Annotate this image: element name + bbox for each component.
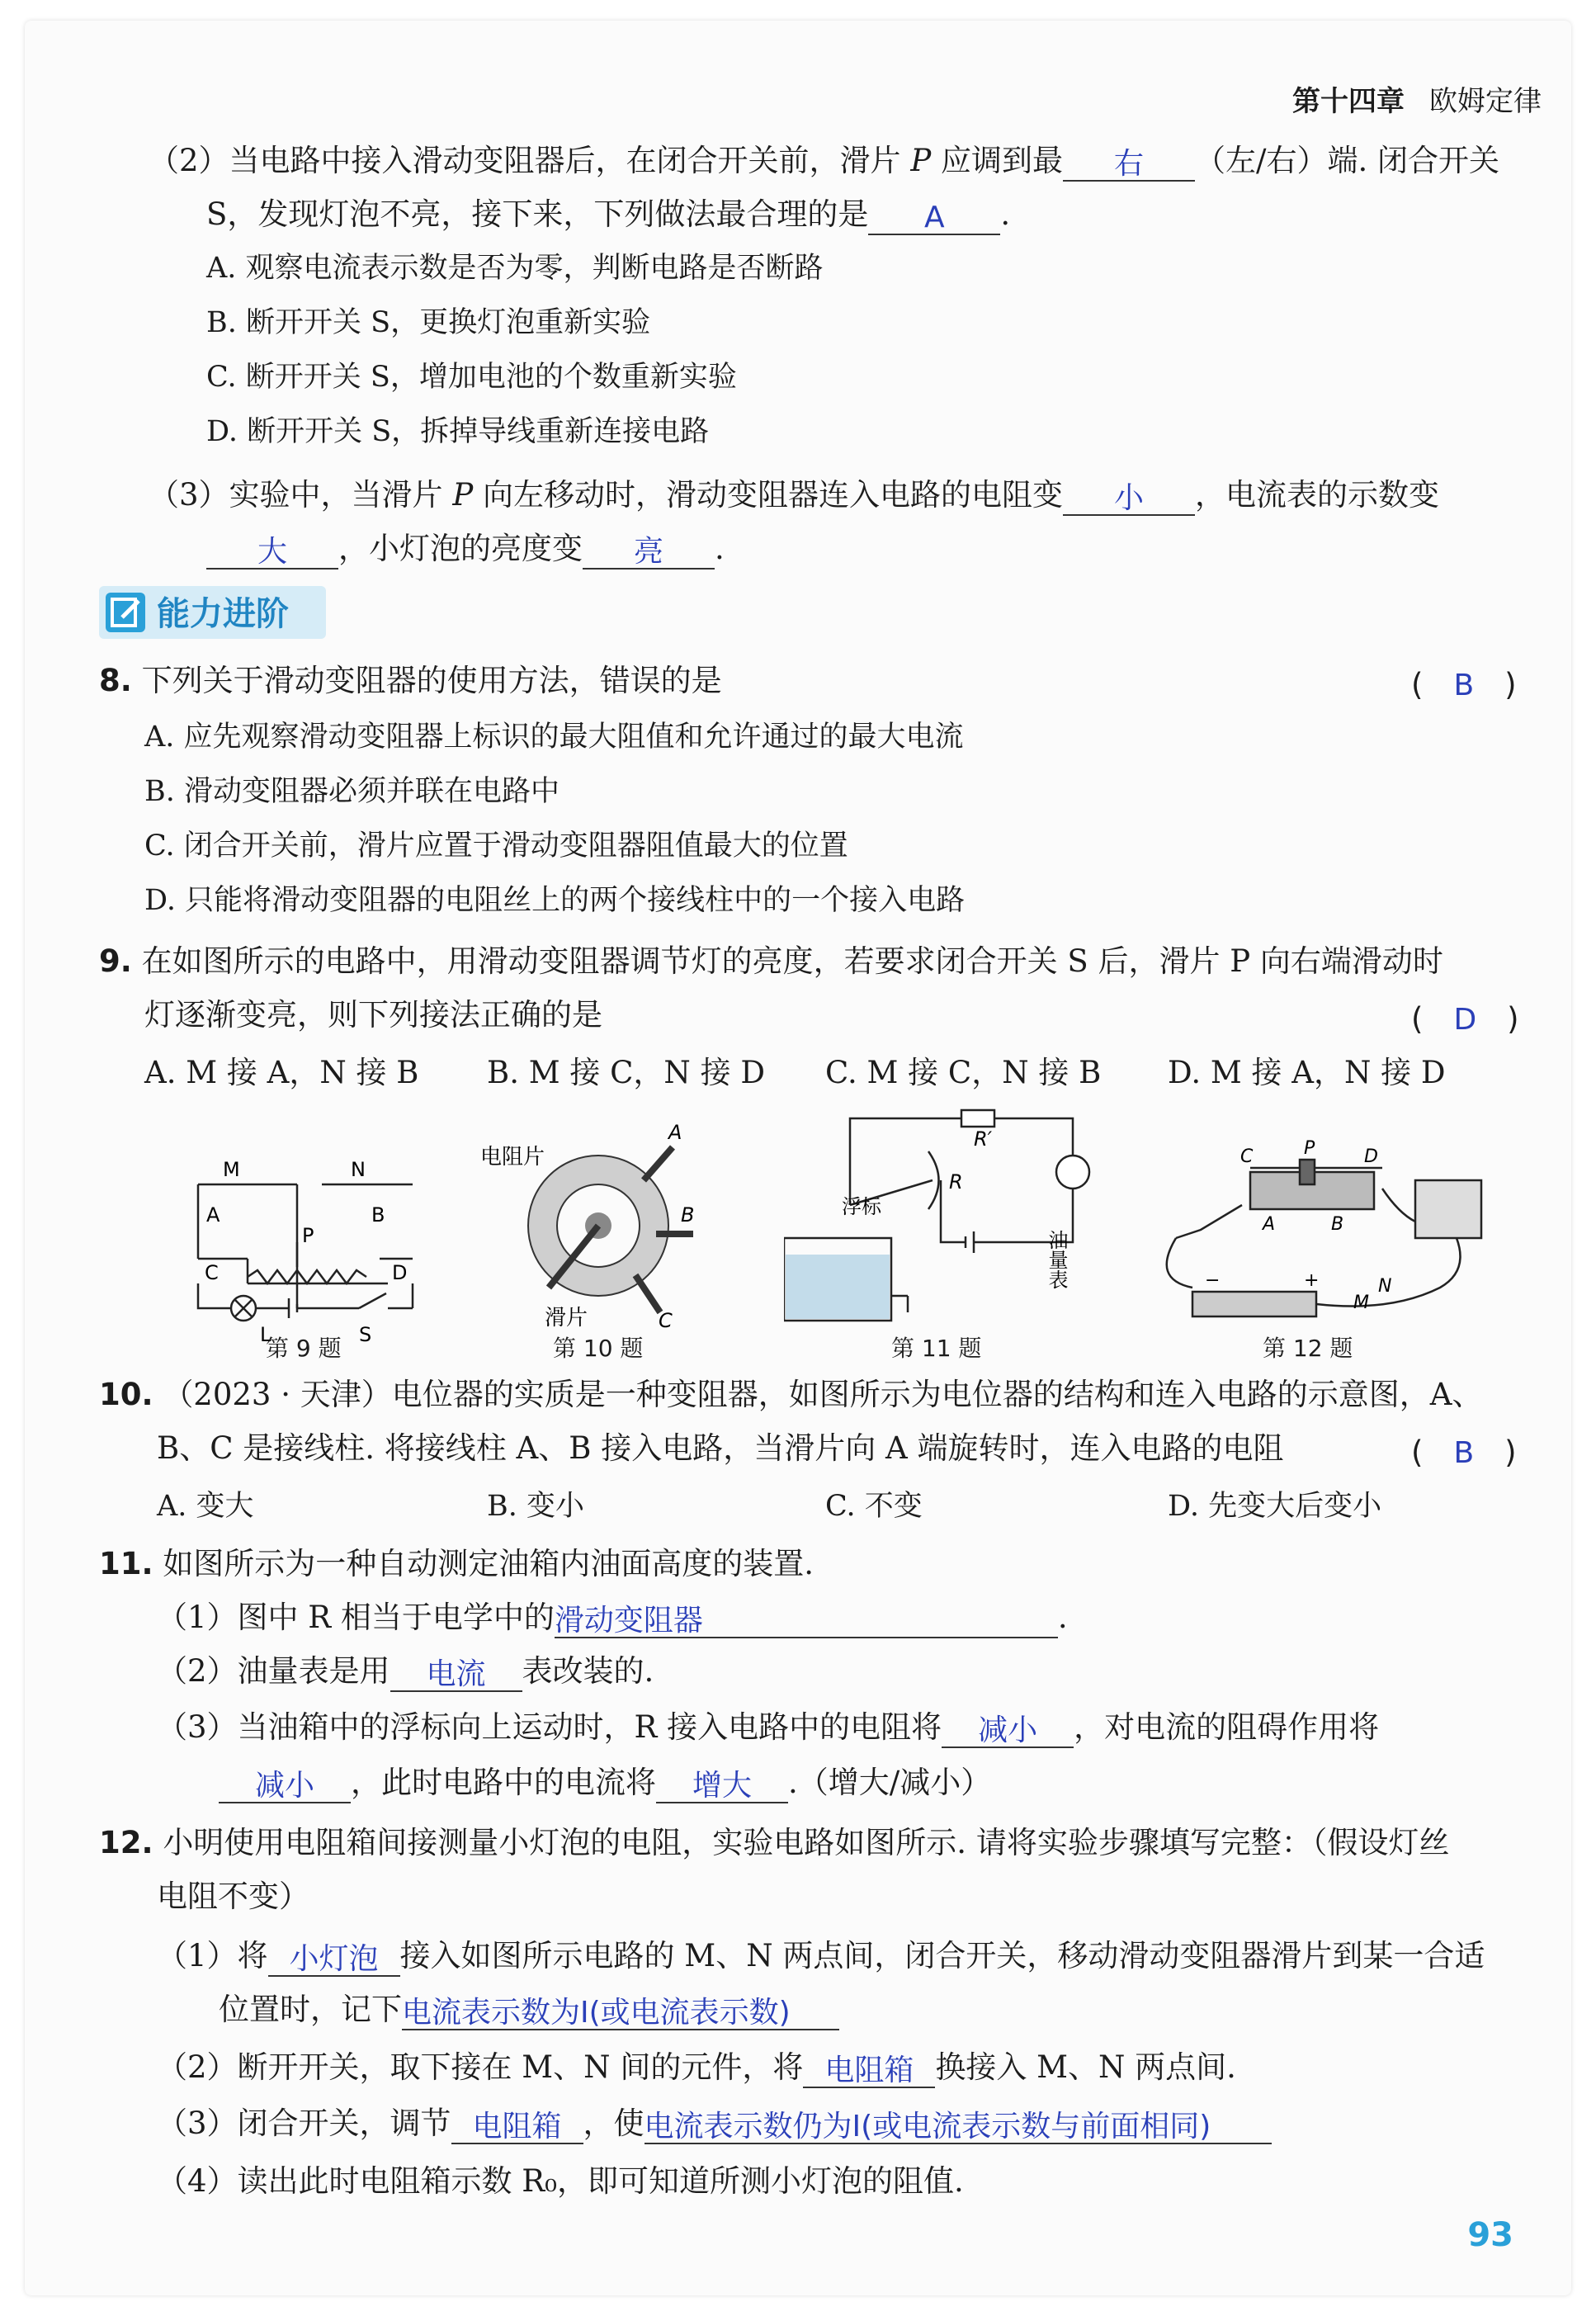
fig10-label-slider: 滑片 <box>545 1306 588 1329</box>
q12-stem-line1: 12. 小明使用电阻箱间接测量小灯泡的电阻，实验电路如图所示. 请将实验步骤填写完整：（假设灯丝 <box>99 1825 1450 1860</box>
q9-option-a: A. M 接 A，N 接 B <box>144 1055 419 1090</box>
q10-option-c: C. 不变 <box>825 1490 923 1523</box>
fig9-label-c: C <box>205 1261 219 1284</box>
figure-9-circuit <box>182 1151 421 1349</box>
chapter-label: 第十四章 <box>1292 85 1405 118</box>
fig11-label-gauge: 油量表 <box>1045 1230 1068 1289</box>
answer-blank: A <box>868 197 1000 235</box>
q12-step1-line1: （1）将 小灯泡 接入如图所示电路的 M、N 两点间，闭合开关，移动滑动变阻器滑片到某一合适 <box>157 1938 1485 1976</box>
page-header <box>1292 78 1542 119</box>
answer-blank: 减小 <box>219 1765 351 1803</box>
q7-part2-line1: （2）当电路中接入滑动变阻器后，在闭合开关前，滑片 P 应调到最 右 （左/右）端. 闭合开关 <box>149 143 1499 181</box>
q12-stem-line2: 电阻不变） <box>157 1879 309 1914</box>
fig12-label-a: A <box>1263 1214 1276 1235</box>
answer-blank: 亮 <box>583 532 715 570</box>
q12-step1-line2: 位置时，记下电流表示数为I(或电流表示数) <box>219 1989 839 2030</box>
q10-answer: ( B ) <box>1411 1435 1517 1470</box>
fig12-label-n: N <box>1378 1276 1392 1297</box>
fig12-label-minus: − <box>1205 1270 1221 1291</box>
q8-option-b: B. 滑动变阻器必须并联在电路中 <box>144 775 560 808</box>
q11-part3-line1: （3）当油箱中的浮标向上运动时，R 接入电路中的电阻将 减小 ，对电流的阻碍作用将 <box>157 1709 1380 1747</box>
q9-option-c: C. M 接 C，N 接 B <box>825 1055 1102 1090</box>
answer-blank: 小灯泡 <box>268 1939 400 1977</box>
q12-step2: （2）断开开关，取下接在 M、N 间的元件，将 电阻箱 换接入 M、N 两点间. <box>157 2049 1236 2087</box>
answer-blank: 电阻箱 <box>803 2050 935 2088</box>
fig9-label-p: P <box>302 1224 314 1247</box>
answer-blank: 减小 <box>942 1710 1074 1748</box>
fig9-label-a: A <box>206 1203 220 1227</box>
answer-blank: 右 <box>1063 144 1195 182</box>
section-title: 能力进阶 <box>157 595 289 633</box>
pencil-icon <box>106 593 145 632</box>
figure-10-potentiometer <box>470 1114 718 1329</box>
fig12-label-p: P <box>1304 1139 1315 1159</box>
fig10-label-b: B <box>681 1203 695 1227</box>
fig9-label-n: N <box>351 1158 366 1181</box>
fig10-label-resistor: 电阻片 <box>480 1145 545 1170</box>
q8-option-c: C. 闭合开关前，滑片应置于滑动变阻器阻值最大的位置 <box>144 830 848 863</box>
q10-stem-line1: 10. （2023 · 天津）电位器的实质是一种变阻器，如图所示为电位器的结构和连入电路的示意图，A、 <box>99 1377 1483 1412</box>
figure-9-caption: 第 9 题 <box>266 1335 342 1362</box>
q7-option-c: C. 断开开关 S，增加电池的个数重新实验 <box>206 361 737 394</box>
fig11-label-r: R <box>949 1170 963 1193</box>
q9-option-b: B. M 接 C，N 接 D <box>487 1055 765 1090</box>
q8-stem: 8. 下列关于滑动变阻器的使用方法，错误的是 <box>99 663 722 698</box>
q11-part2: （2）油量表是用 电流 表改装的. <box>157 1653 654 1691</box>
q9-stem-line2: 灯逐渐变亮，则下列接法正确的是 <box>144 997 602 1033</box>
answer-blank: 电流表示数仍为I(或电流表示数与前面相同) <box>645 2106 1272 2144</box>
q7-option-a: A. 观察电流表示数是否为零，判断电路是否断路 <box>206 252 824 285</box>
fig11-label-rprime: R′ <box>974 1127 993 1151</box>
q7-part3-line1: （3）实验中，当滑片 P 向左移动时，滑动变阻器连入电路的电阻变 小 ，电流表的示数变 <box>149 477 1439 515</box>
q7-option-b: B. 断开开关 S，更换灯泡重新实验 <box>206 306 651 339</box>
fig9-label-m: M <box>223 1158 240 1181</box>
figure-12-apparatus <box>1143 1139 1490 1329</box>
q8-answer: ( B ) <box>1411 667 1517 702</box>
fig12-label-plus: + <box>1304 1270 1320 1291</box>
fig12-label-c: C <box>1240 1146 1254 1167</box>
q12-step3: （3）闭合开关，调节 电阻箱 ，使电流表示数仍为I(或电流表示数与前面相同) <box>157 2103 1272 2144</box>
figure-12-caption: 第 12 题 <box>1263 1335 1353 1362</box>
fig12-label-b: B <box>1331 1214 1344 1235</box>
fig12-label-m: M <box>1353 1293 1369 1313</box>
fig11-label-float: 浮标 <box>842 1195 881 1218</box>
q9-stem-line1: 9. 在如图所示的电路中，用滑动变阻器调节灯的亮度，若要求闭合开关 S 后，滑片 P 向右端滑动时 <box>99 943 1443 979</box>
q8-option-a: A. 应先观察滑动变阻器上标识的最大阻值和允许通过的最大电流 <box>144 721 964 754</box>
answer-blank: 大 <box>206 532 338 570</box>
q7-option-d: D. 断开开关 S，拆掉导线重新连接电路 <box>206 415 710 448</box>
fig9-label-b: B <box>371 1203 385 1227</box>
answer-blank: 电阻箱 <box>451 2106 583 2144</box>
answer-blank: 小 <box>1063 478 1195 516</box>
q7-part3-line2: 大 ，小灯泡的亮度变 亮 . <box>206 528 725 570</box>
q11-part1: （1）图中 R 相当于电学中的滑动变阻器 . <box>157 1600 1068 1638</box>
chapter-title: 欧姆定律 <box>1429 85 1542 118</box>
q11-part3-line2: 减小 ，此时电路中的电流将 增大 .（增大/减小） <box>219 1762 991 1803</box>
fig12-label-d: D <box>1364 1146 1378 1167</box>
fig9-label-l: L <box>260 1323 272 1346</box>
answer-blank: 电流 <box>390 1654 522 1692</box>
q11-stem: 11. 如图所示为一种自动测定油箱内油面高度的装置. <box>99 1546 815 1581</box>
q9-option-d: D. M 接 A，N 接 D <box>1168 1055 1446 1090</box>
q7-part2-line2: S，发现灯泡不亮，接下来，下列做法最合理的是 A . <box>206 196 1011 234</box>
figure-11-caption: 第 11 题 <box>891 1335 982 1362</box>
q10-option-d: D. 先变大后变小 <box>1168 1490 1382 1523</box>
q10-option-a: A. 变大 <box>157 1490 254 1523</box>
q8-option-d: D. 只能将滑动变阻器的电阻丝上的两个接线柱中的一个接入电路 <box>144 884 966 917</box>
figure-10-caption: 第 10 题 <box>553 1335 644 1362</box>
q9-answer: ( D ) <box>1411 1001 1519 1037</box>
answer-blank: 电流表示数为I(或电流表示数) <box>402 1992 839 2030</box>
answer-blank: 滑动变阻器 <box>555 1600 1058 1638</box>
page-number: 93 <box>1467 2216 1513 2254</box>
fig9-label-d: D <box>392 1261 408 1284</box>
fig10-label-c: C <box>659 1309 673 1329</box>
fig9-label-s: S <box>359 1323 372 1346</box>
q10-stem-line2: B、C 是接线柱. 将接线柱 A、B 接入电路，当滑片向 A 端旋转时，连入电路的电阻 <box>157 1430 1284 1466</box>
figure-11-oil-gauge <box>784 1106 1098 1329</box>
fig10-label-a: A <box>668 1121 682 1144</box>
q12-step4: （4）读出此时电阻箱示数 R₀，即可知道所测小灯泡的阻值. <box>157 2163 964 2199</box>
answer-blank: 增大 <box>656 1765 788 1803</box>
q10-option-b: B. 变小 <box>487 1490 584 1523</box>
